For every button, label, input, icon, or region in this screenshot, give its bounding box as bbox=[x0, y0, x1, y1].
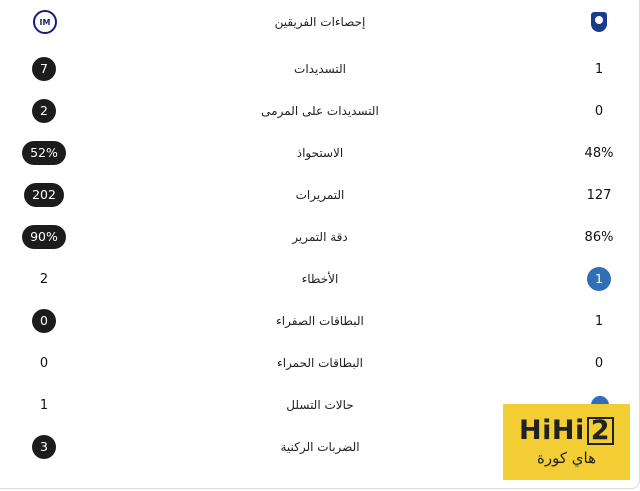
away-value-cell bbox=[14, 217, 74, 257]
stat-label: الأخطاء bbox=[301, 272, 339, 286]
away-value: 0 bbox=[32, 309, 56, 333]
away-value: 1 bbox=[39, 397, 49, 413]
stat-row bbox=[0, 217, 640, 257]
away-value-cell bbox=[14, 133, 74, 173]
away-value-cell bbox=[14, 175, 74, 215]
stat-label: التمريرات bbox=[295, 188, 345, 202]
home-value-cell bbox=[579, 217, 619, 257]
away-value: 2 bbox=[32, 99, 56, 123]
home-value: 127 bbox=[586, 187, 612, 203]
home-value-cell bbox=[579, 91, 619, 131]
home-value-cell bbox=[579, 49, 619, 89]
stat-row bbox=[0, 343, 640, 383]
stat-label: البطاقات الصفراء bbox=[276, 314, 364, 328]
away-value: 7 bbox=[32, 57, 56, 81]
atalanta-logo-icon bbox=[591, 12, 607, 32]
away-value: 3 bbox=[32, 435, 56, 459]
home-value-cell bbox=[579, 301, 619, 341]
inter-logo-icon bbox=[33, 10, 57, 34]
stat-row bbox=[0, 301, 640, 341]
inter-logo-text: IM bbox=[39, 17, 51, 27]
stat-row bbox=[0, 133, 640, 173]
away-value-cell bbox=[14, 91, 74, 131]
home-value: 1 bbox=[587, 267, 611, 291]
stat-row bbox=[0, 175, 640, 215]
watermark-brand bbox=[519, 416, 614, 446]
away-value-cell bbox=[14, 49, 74, 89]
home-value: 0 bbox=[594, 355, 604, 371]
stat-label: حالات التسلل bbox=[286, 398, 354, 412]
away-value: 202 bbox=[24, 183, 64, 207]
stat-label: التسديدات على المرمى bbox=[261, 104, 379, 118]
home-value-cell bbox=[579, 343, 619, 383]
stat-label: البطاقات الحمراء bbox=[277, 356, 363, 370]
home-value-cell bbox=[579, 133, 619, 173]
stat-row bbox=[0, 259, 640, 299]
away-value: 2 bbox=[39, 271, 49, 287]
away-team-logo-cell bbox=[17, 2, 73, 42]
stats-header bbox=[0, 2, 640, 42]
watermark-brand-prefix: HiHi bbox=[519, 415, 585, 446]
away-value-cell bbox=[14, 343, 74, 383]
stat-row bbox=[0, 49, 640, 89]
home-team-logo-cell bbox=[579, 2, 619, 42]
stats-title: إحصاءات الفريقين bbox=[274, 15, 366, 29]
stat-label: الاستحواذ bbox=[296, 146, 344, 160]
away-value-cell bbox=[14, 259, 74, 299]
away-value: 0 bbox=[39, 355, 49, 371]
stat-label: التسديدات bbox=[294, 62, 346, 76]
home-value: 1 bbox=[594, 313, 604, 329]
away-value-cell bbox=[14, 301, 74, 341]
home-value: 48% bbox=[584, 145, 614, 161]
away-value: 90% bbox=[22, 225, 66, 249]
watermark-brand-digit: 2 bbox=[587, 417, 614, 445]
stat-label: دقة التمرير bbox=[292, 230, 348, 244]
home-value: 1 bbox=[594, 61, 604, 77]
away-value: 52% bbox=[22, 141, 66, 165]
home-value: 86% bbox=[584, 229, 614, 245]
stat-row bbox=[0, 91, 640, 131]
home-value-cell bbox=[579, 259, 619, 299]
home-value-cell bbox=[579, 175, 619, 215]
away-value-cell bbox=[14, 427, 74, 467]
stat-label: الضربات الركنية bbox=[280, 440, 360, 454]
home-value: 0 bbox=[594, 103, 604, 119]
watermark-arabic: هاي كورة bbox=[537, 449, 596, 467]
hihi2-watermark bbox=[503, 404, 630, 480]
away-value-cell bbox=[14, 385, 74, 425]
